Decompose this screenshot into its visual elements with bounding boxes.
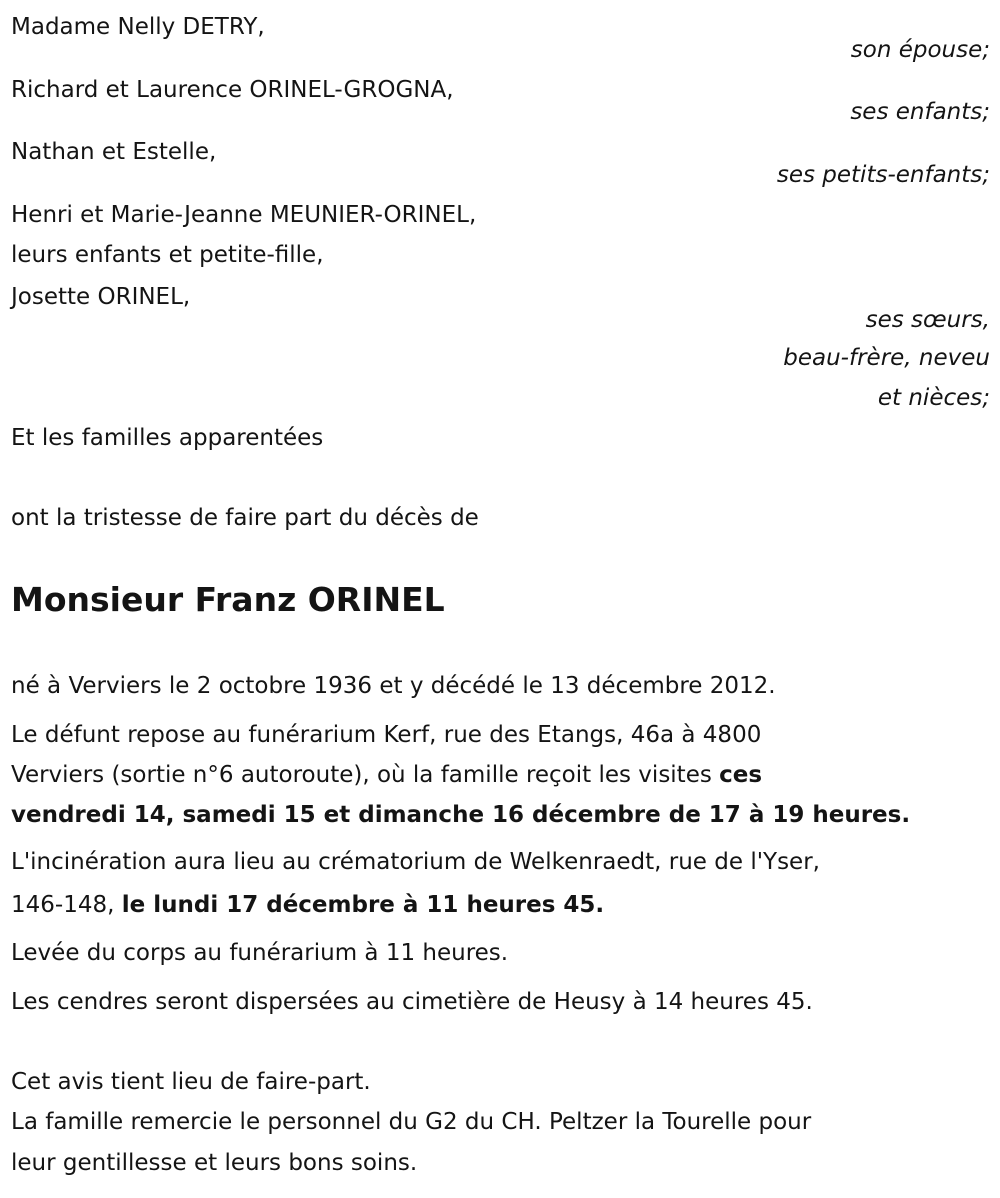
visitation-line — [11, 760, 762, 790]
family-relation: son épouse; — [850, 37, 990, 63]
family-name: Henri et Marie-Jeanne MEUNIER-ORINEL, — [11, 202, 477, 228]
family-relation: beau-frère, neveu — [783, 345, 990, 371]
family-relation: et nièces; — [877, 385, 990, 411]
cremation-text: 146-148, — [11, 892, 122, 918]
cremation-date: le lundi 17 décembre à 11 heures 45. — [121, 892, 605, 918]
family-relation: ses petits-enfants; — [776, 162, 990, 188]
cremation-line — [11, 890, 604, 920]
family-name: Josette ORINEL, — [11, 284, 191, 310]
visitation-bold: ces — [719, 762, 763, 788]
closing-line: La famille remercie le personnel du G2 du CH. Peltzer la Tourelle pour — [11, 1109, 812, 1135]
family-relation: ses sœurs, — [865, 307, 990, 333]
deceased-name: Monsieur Franz ORINEL — [11, 580, 445, 619]
closing-line: Cet avis tient lieu de faire-part. — [11, 1069, 371, 1095]
family-relation: ses enfants; — [850, 99, 990, 125]
visitation-text: Verviers (sortie n°6 autoroute), où la famille reçoit les visites — [11, 762, 720, 788]
family-name: Nathan et Estelle, — [11, 139, 217, 165]
family-name: Madame Nelly DETRY, — [11, 14, 265, 40]
announcement: ont la tristesse de faire part du décès de — [11, 505, 479, 531]
body-removal: Levée du corps au funérarium à 11 heures. — [11, 940, 509, 966]
family-name: Richard et Laurence ORINEL-GROGNA, — [11, 77, 454, 103]
ashes: Les cendres seront dispersées au cimetière de Heusy à 14 heures 45. — [11, 989, 813, 1015]
born-died: né à Verviers le 2 octobre 1936 et y décédé le 13 décembre 2012. — [11, 673, 776, 699]
visitation-line: Le défunt repose au funérarium Kerf, rue des Etangs, 46a à 4800 — [11, 722, 762, 748]
visitation-dates: vendredi 14, samedi 15 et dimanche 16 décembre de 17 à 19 heures. — [11, 802, 911, 828]
closing-line: leur gentillesse et leurs bons soins. — [11, 1150, 418, 1176]
related-families: Et les familles apparentées — [11, 425, 324, 451]
family-name: leurs enfants et petite-fille, — [11, 242, 324, 268]
cremation-line: L'incinération aura lieu au crématorium de Welkenraedt, rue de l'Yser, — [11, 849, 820, 875]
